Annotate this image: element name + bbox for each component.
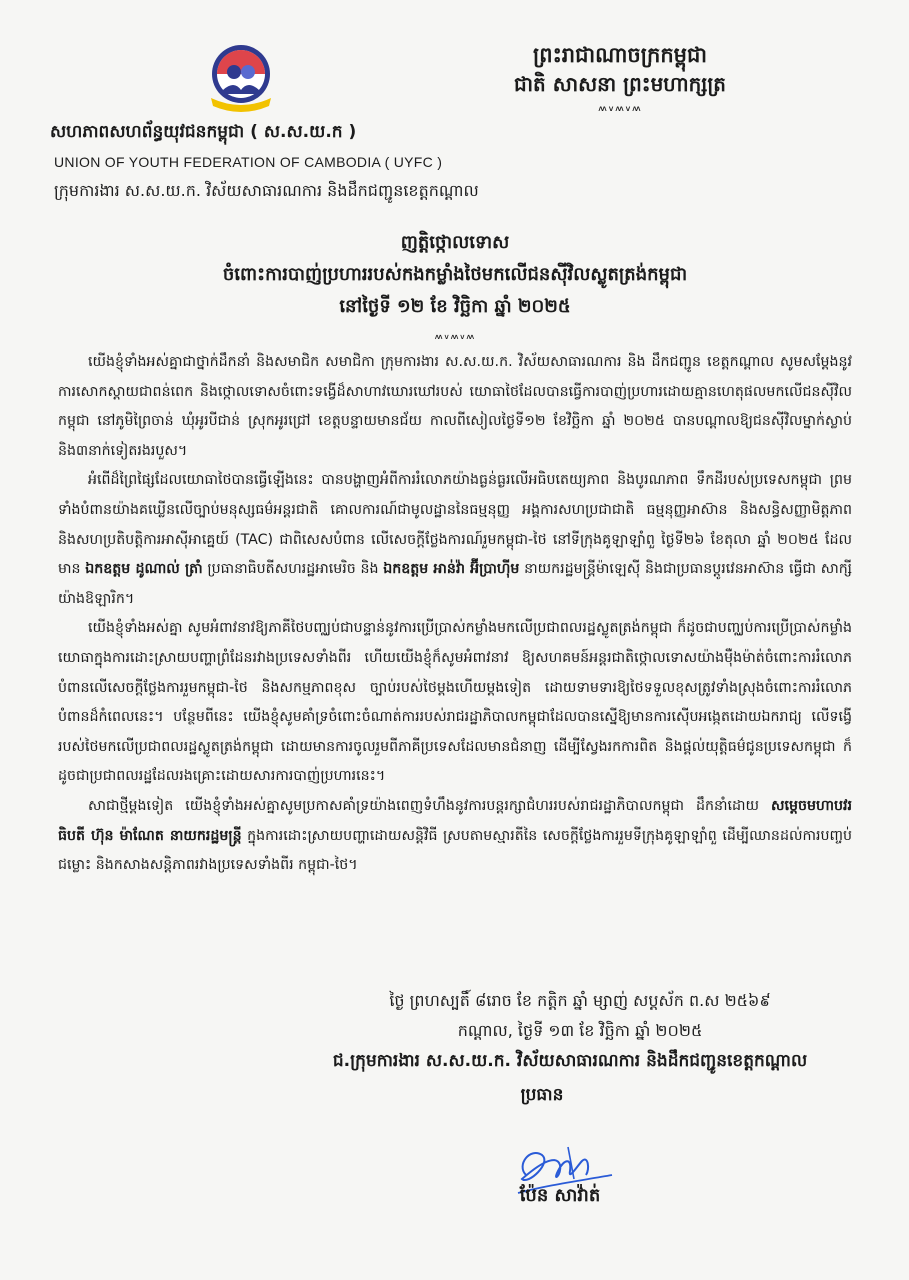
uyfc-logo (205, 42, 277, 114)
petition-date: នៅថ្ងៃទី ១២ ខែ វិច្ឆិកា ឆ្នាំ ២០២៥ (339, 296, 571, 317)
paragraph-4: សាជាថ្មីម្តងទៀត យើងខ្ញុំទាំងអស់គ្នាសូមប្រកាសគាំទ្រយ៉ាងពេញទំហឹងនូវការបន្តរក្សាជំហររបស់រាជរដ្ឋាភិបាលកម្ពុជា ដឹកនាំដោយ សម្តេចមហាបវរធិបតី ហ៊ុន ម៉ាណែត នាយករដ្ឋមន្ត្រី ក្នុងការដោះស្រាយបញ្ហាដោយសន្តិវិធី ស្របតាមស្មារតីនៃ សេចក្តីថ្លែងការរួមទីក្រុងគូឡាឡាំពួ ដើម្បីឈានដល់ការបញ្ចប់ជម្លោះ និងកសាងសន្តិភាពរវាងប្រទេសទាំងពីរ កម្ពុជា-ថៃ។ (58, 797, 852, 874)
letter-body (58, 348, 852, 881)
org-working-group: ក្រុមការងារ ស.ស.យ.ក. វិស័យសាធារណការ និងដឹកជញ្ជូនខេត្តកណ្ដាល (54, 181, 479, 200)
place-and-date: កណ្តាល, ថ្ងៃទី ១៣ ខែ វិច្ឆិកា ឆ្នាំ ២០២៥ (457, 1021, 703, 1040)
kingdom-header (470, 40, 770, 118)
org-name-khmer: សហភាពសហព័ន្ធយុវជនកម្ពុជា ( ស.ស.យ.ក ) (50, 122, 357, 142)
header-ornament: ៳៴៳៴៳ (597, 100, 643, 115)
title-ornament: ៳៴៳៴៳ (434, 328, 476, 342)
name-trump: ឯកឧត្តម ដូណាល់ ត្រាំ (85, 561, 203, 578)
signer-name: ប៉ែន សាវ៉ាត់ (519, 1185, 601, 1206)
kingdom-title: ព្រះរាជាណាចក្រកម្ពុជា (532, 43, 707, 67)
name-hun-manet: សម្តេចមហាបវរធិបតី ហ៊ុន ម៉ាណែត នាយករដ្ឋមន្ត្រី (58, 797, 852, 844)
signer-role: ប្រធាន (520, 1085, 564, 1105)
org-name-english: UNION OF YOUTH FEDERATION OF CAMBODIA ( UYFC ) (54, 154, 443, 170)
paragraph-1: យើងខ្ញុំទាំងអស់គ្នាជាថ្នាក់ដឹកនាំ និងសមាជិក សមាជិកា ក្រុមការងារ ស.ស.យ.ក. វិស័យសាធារណការ និង ដឹកជញ្ជូន ខេត្តកណ្តាល សូមសម្តែងនូវការសោកស្តាយជាពន់ពេក និងថ្កោលទោសចំពោះទង្វើដ៏សាហាវឃោរឃៅរបស់ យោធាថៃដែលបានធ្វើការបាញ់ប្រហារដោយគ្មានហេតុផលមកលើជនស៊ីវិលកម្ពុជា នៅភូមិព្រៃចាន់ ឃុំអូរបីជាន់ ស្រុកអូរជ្រៅ ខេត្តបន្ទាយមានជ័យ កាលពីសៀលថ្ងៃទី១២ ខែវិច្ឆិកា ឆ្នាំ ២០២៥ បានបណ្តាលឱ្យជនស៊ីវិលម្នាក់ស្លាប់ និង៣នាក់ទៀតរងរបួស។ (58, 354, 852, 459)
petition-subject: ចំពោះការបាញ់ប្រហាររបស់កងកម្លាំងថៃមកលើជនស៊ីវិលស្លូតត្រង់កម្ពុជា (222, 264, 688, 285)
name-anwar: ឯកឧត្តម អាន់វ៉ា អ៊ីប្រាហ៊ីម (383, 561, 520, 578)
national-motto: ជាតិ សាសនា ព្រះមហាក្សត្រ (514, 72, 726, 96)
paragraph-2: អំពើដ៏ព្រៃផ្សៃដែលយោធាថៃបានធ្វើឡើងនេះ បានបង្ហាញអំពីការរំលោភយ៉ាងធ្ងន់ធ្ងរលើអធិបតេយ្យភាព និងបូរណភាព ទឹកដីរបស់ប្រទេសកម្ពុជា ព្រមទាំងបំពានយ៉ាងគឃ្លើនលើច្បាប់មនុស្សធម៌អន្តរជាតិ គោលការណ៍ជាមូលដ្ឋាននៃធម្មនុញ្ញ អង្គការសហប្រជាជាតិ ធម្មនុញ្ញអាស៊ាន និងសន្ធិសញ្ញាមិត្តភាពនិងសហប្រតិបត្តិការអាស៊ីអាគ្នេយ៍ (TAC) ជាពិសេសបំពាន លើសេចក្តីថ្លែងការណ៍រួមកម្ពុជា-ថៃ នៅទីក្រុងគូឡាឡាំពួ ថ្ងៃទី២៦ ខែតុលា ឆ្នាំ ២០២៥ ដែលមាន ឯកឧត្តម ដូណាល់ ត្រាំ ប្រធានាធិបតីសហរដ្ឋអាមេរិច និង ឯកឧត្តម អាន់វ៉ា អ៊ីប្រាហ៊ីម នាយករដ្ឋមន្ត្រីម៉ាឡេស៊ី និងជាប្រធានប្តូរវេនអាស៊ាន ធ្វើជា សាក្សីយ៉ាងឱឡារិក។ (58, 472, 852, 607)
petition-title: ញត្តិថ្កោលទោស (400, 232, 510, 253)
on-behalf-of: ជ.ក្រុមការងារ ស.ស.យ.ក. វិស័យសាធារណការ និងដឹកជញ្ជូនខេត្តកណ្តាល (332, 1051, 808, 1071)
lunar-date: ថ្ងៃ ព្រហស្បតិ៍ ៨រោច ខែ កត្តិក ឆ្នាំ ម្សាញ់ សប្តស័ក ព.ស ២៥៦៩ (389, 991, 771, 1010)
paragraph-3: យើងខ្ញុំទាំងអស់គ្នា សូមអំពាវនាវឱ្យភាគីថៃបញ្ឈប់ជាបន្ទាន់នូវការប្រើប្រាស់កម្លាំងមកលើប្រជាពលរដ្ឋស្លូតត្រង់កម្ពុជា ក៏ដូចជាបញ្ឈប់ការប្រើប្រាស់កម្លាំងយោធាក្នុងការដោះស្រាយបញ្ហាព្រំដែនរវាងប្រទេសទាំងពីរ ហើយយើងខ្ញុំក៏សូមអំពាវនាវ ឱ្យសហគមន៍អន្តរជាតិថ្កោលទោសយ៉ាងម៉ឺងម៉ាត់ចំពោះការរំលោភបំពានលើសេចក្តីថ្លែងការរួមកម្ពុជា-ថៃ និងសកម្មភាពខុស ច្បាប់របស់ថៃម្តងហើយម្តងទៀត ដោយទាមទារឱ្យថៃទទួលខុសត្រូវទាំងស្រុងចំពោះការរំលោភបំពានដ៏កំពេលនេះ។ បន្ថែមពីនេះ យើងខ្ញុំសូមគាំទ្រចំពោះចំណាត់ការរបស់រាជរដ្ឋាភិបាលកម្ពុជាដែលបានស្នើឱ្យមានការស៊ើបអង្កេតដោយឯករាជ្យ លើទង្វើរបស់ថៃមកលើប្រជាពលរដ្ឋស្លូតត្រង់កម្ពុជា ដោយមានការចូលរួមពីភាគីប្រទេសដែលមានជំនាញ ដើម្បីស្វែងរកការពិត និងផ្តល់យុត្តិធម៌ជូនប្រទេសកម្ពុជា ក៏ដូចជាប្រជាពលរដ្ឋដែលរងគ្រោះដោយសារការបាញ់ប្រហារនេះ។ (58, 620, 852, 785)
